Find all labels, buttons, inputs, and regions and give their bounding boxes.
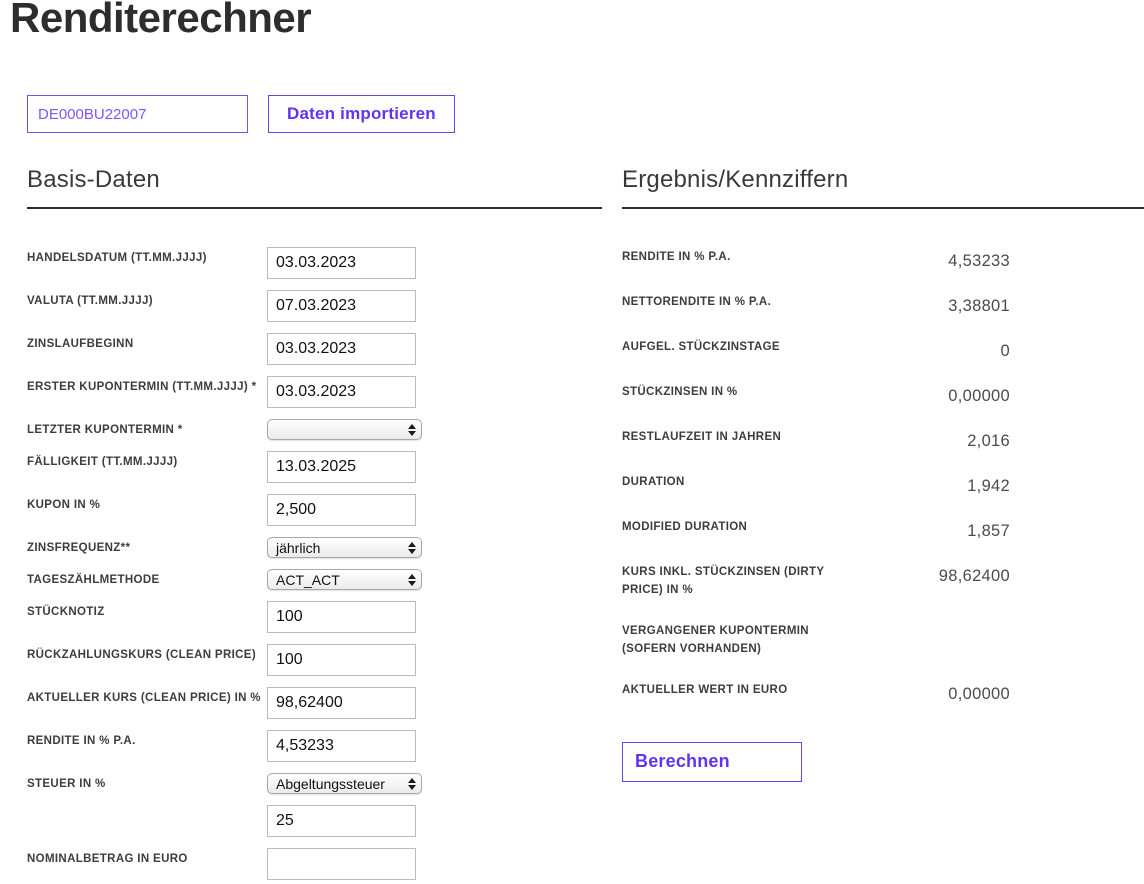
field-row [27, 419, 602, 440]
field-row [27, 644, 602, 676]
field-row [27, 537, 602, 558]
field-label: STÜCKNOTIZ [27, 606, 105, 619]
result-label: AKTUELLER WERT IN EURO [622, 683, 788, 696]
field-input[interactable] [267, 687, 416, 719]
select-up-down-icon [407, 542, 421, 554]
field-input[interactable] [267, 451, 416, 483]
field-input[interactable] [267, 494, 416, 526]
result-row [622, 292, 1010, 316]
field-row [27, 247, 602, 279]
field-label: TAGESZÄHLMETHODE [27, 574, 160, 587]
result-label: DURATION [622, 476, 685, 489]
basis-field-list [27, 247, 602, 880]
field-row [27, 376, 602, 408]
result-value: 3,38801 [948, 297, 1010, 316]
field-label: HANDELSDATUM (TT.MM.JJJJ) [27, 252, 207, 265]
field-input[interactable] [267, 601, 416, 633]
page-title: Renditerechner [10, 0, 312, 41]
result-row [622, 472, 1010, 496]
field-row [27, 569, 602, 590]
field-input[interactable] [267, 730, 416, 762]
isin-input[interactable] [27, 95, 248, 133]
result-value: 0,00000 [948, 387, 1010, 406]
field-select[interactable] [267, 569, 422, 590]
field-row [27, 730, 602, 762]
field-label: AKTUELLER KURS (CLEAN PRICE) IN % [27, 692, 261, 705]
field-row [27, 805, 602, 837]
result-row [622, 621, 1010, 659]
field-select[interactable] [267, 537, 422, 558]
result-value: 0,00000 [948, 684, 1010, 703]
ergebnis-section [622, 166, 1144, 884]
select-value: jährlich [276, 539, 321, 556]
result-label: VERGANGENER KUPONTERMIN (SOFERN VORHANDEN) [622, 624, 809, 655]
field-select[interactable] [267, 773, 422, 794]
result-label: AUFGEL. STÜCKZINSTAGE [622, 341, 780, 354]
result-value: 1,942 [967, 477, 1010, 496]
field-row [27, 451, 602, 483]
field-row [27, 848, 602, 880]
field-row [27, 773, 602, 794]
field-input[interactable] [267, 848, 416, 880]
field-label: STEUER IN % [27, 778, 106, 791]
field-row [27, 333, 602, 365]
field-label: ZINSFREQUENZ** [27, 542, 131, 555]
calculate-button[interactable]: Berechnen [622, 742, 802, 782]
ergebnis-heading: Ergebnis/Kennziffern [622, 166, 1144, 209]
select-value: Abgeltungssteuer [276, 775, 385, 792]
field-select[interactable] [267, 419, 422, 440]
result-label: MODIFIED DURATION [622, 521, 748, 534]
result-value: 1,857 [967, 522, 1010, 541]
field-input[interactable] [267, 805, 416, 837]
result-row [622, 382, 1010, 406]
field-label: RENDITE IN % P.A. [27, 735, 136, 748]
select-value: ACT_ACT [276, 571, 340, 588]
result-label: RENDITE IN % P.A. [622, 251, 731, 264]
field-row [27, 687, 602, 719]
field-label [27, 805, 267, 809]
result-label: STÜCKZINSEN IN % [622, 386, 738, 399]
result-row [622, 517, 1010, 541]
import-data-button[interactable]: Daten importieren [268, 95, 455, 133]
field-label: FÄLLIGKEIT (TT.MM.JJJJ) [27, 456, 178, 469]
field-label: ZINSLAUFBEGINN [27, 338, 134, 351]
field-label: NOMINALBETRAG IN EURO [27, 853, 188, 866]
field-input[interactable] [267, 376, 416, 408]
toolbar [27, 95, 1144, 133]
result-label: RESTLAUFZEIT IN JAHREN [622, 431, 782, 444]
result-list [622, 247, 1010, 703]
field-input[interactable] [267, 290, 416, 322]
basis-daten-section [27, 166, 602, 884]
field-input[interactable] [267, 333, 416, 365]
result-row [622, 337, 1010, 361]
content-columns [27, 166, 1144, 884]
result-value: 2,016 [967, 432, 1010, 451]
field-label: RÜCKZAHLUNGSKURS (CLEAN PRICE) [27, 649, 256, 662]
field-label: KUPON IN % [27, 499, 101, 512]
result-value: 98,62400 [938, 567, 1010, 586]
field-label: ERSTER KUPONTERMIN (TT.MM.JJJJ) * [27, 381, 257, 394]
result-value: 0 [1000, 342, 1010, 361]
field-row [27, 494, 602, 526]
field-label: LETZTER KUPONTERMIN * [27, 424, 183, 437]
result-row [622, 247, 1010, 271]
select-up-down-icon [407, 574, 421, 586]
result-row [622, 562, 1010, 600]
select-up-down-icon [407, 778, 421, 790]
field-row [27, 601, 602, 633]
select-up-down-icon [407, 424, 421, 436]
result-row [622, 680, 1010, 704]
result-label: KURS INKL. STÜCKZINSEN (DIRTY PRICE) IN % [622, 566, 825, 597]
field-row [27, 290, 602, 322]
field-input[interactable] [267, 644, 416, 676]
field-input[interactable] [267, 247, 416, 279]
field-label: VALUTA (TT.MM.JJJJ) [27, 295, 153, 308]
result-label: NETTORENDITE IN % P.A. [622, 296, 772, 309]
basis-daten-heading: Basis-Daten [27, 166, 602, 209]
result-row [622, 427, 1010, 451]
result-value: 4,53233 [948, 252, 1010, 271]
